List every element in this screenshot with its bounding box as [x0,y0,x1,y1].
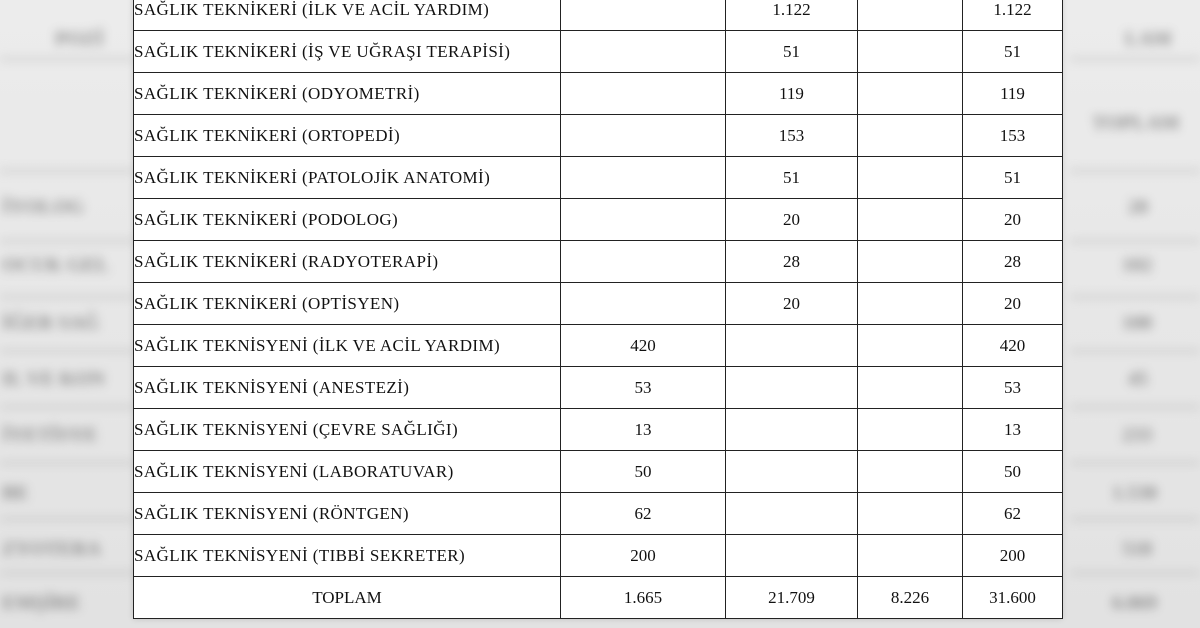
column-1-cell [561,157,726,199]
column-3-cell [858,0,963,31]
blurred-row-line [1070,518,1200,520]
blurred-text: TOPLAM [1092,112,1180,134]
total-cell: 51 [963,157,1063,199]
column-2-cell: 51 [726,31,858,73]
totals-column-2: 21.709 [726,577,858,619]
blurred-row-line [1070,58,1200,60]
column-1-cell: 62 [561,493,726,535]
column-3-cell [858,73,963,115]
blurred-row-line [1070,462,1200,464]
blurred-text: İYOLOG [2,196,85,218]
column-2-cell: 28 [726,241,858,283]
position-name-cell: SAĞLIK TEKNİSYENİ (İLK VE ACİL YARDIM) [134,325,561,367]
table-row [134,367,1063,409]
table-row [134,493,1063,535]
total-cell: 53 [963,367,1063,409]
blurred-text: 518 [1122,538,1152,560]
table-row [134,31,1063,73]
column-3-cell [858,451,963,493]
blurred-row-line [0,572,135,574]
position-name-cell: SAĞLIK TEKNİSYENİ (ANESTEZİ) [134,367,561,409]
table-row [134,0,1063,31]
blurred-row-line [0,240,135,242]
blurred-text: BE [2,482,29,504]
total-cell: 420 [963,325,1063,367]
blurred-row-line [0,296,135,298]
position-name-cell: SAĞLIK TEKNİKERİ (ODYOMETRİ) [134,73,561,115]
column-3-cell [858,367,963,409]
column-1-cell: 50 [561,451,726,493]
blurred-text: OCUK GEL [2,254,110,276]
column-2-cell: 51 [726,157,858,199]
column-2-cell [726,367,858,409]
totals-column-1: 1.665 [561,577,726,619]
column-3-cell [858,115,963,157]
blurred-text: 1.530 [1112,482,1157,504]
blurred-row-line [0,58,135,60]
blurred-row-line [0,406,135,408]
column-3-cell [858,325,963,367]
column-2-cell [726,535,858,577]
blurred-left-column [0,0,135,628]
table-row [134,409,1063,451]
table-row [134,73,1063,115]
blurred-row-line [1070,170,1200,172]
blurred-row-line [1070,406,1200,408]
position-name-cell: SAĞLIK TEKNİKERİ (PATOLOJİK ANATOMİ) [134,157,561,199]
column-3-cell [858,31,963,73]
column-2-cell: 119 [726,73,858,115]
blurred-text: ZYOTERA [2,538,101,560]
position-name-cell: SAĞLIK TEKNİKERİ (ORTOPEDİ) [134,115,561,157]
blurred-row-line [0,462,135,464]
table-row [134,199,1063,241]
blurred-text: EMŞİRE [2,592,81,614]
position-name-cell: SAĞLIK TEKNİSYENİ (LABORATUVAR) [134,451,561,493]
document-page [133,0,1062,619]
position-name-cell: SAĞLIK TEKNİKERİ (İŞ VE UĞRAŞI TERAPİSİ) [134,31,561,73]
position-name-cell: SAĞLIK TEKNİKERİ (İLK VE ACİL YARDIM) [134,0,561,31]
table-row [134,535,1063,577]
totals-column-3: 8.226 [858,577,963,619]
column-2-cell [726,325,858,367]
total-cell: 20 [963,199,1063,241]
blurred-text: IL VE KON [2,368,105,390]
column-3-cell [858,493,963,535]
blurred-row-line [0,170,135,172]
table-row [134,451,1063,493]
position-name-cell: SAĞLIK TEKNİKERİ (PODOLOG) [134,199,561,241]
column-1-cell [561,241,726,283]
total-cell: 50 [963,451,1063,493]
blurred-row-line [1070,350,1200,352]
column-2-cell [726,409,858,451]
totals-row [134,577,1063,619]
column-2-cell: 20 [726,199,858,241]
column-1-cell [561,73,726,115]
total-cell: 28 [963,241,1063,283]
column-1-cell [561,31,726,73]
blurred-row-line [1070,572,1200,574]
blurred-text: İĞER SAĞ [2,312,100,334]
total-cell: 13 [963,409,1063,451]
total-cell: 62 [963,493,1063,535]
column-1-cell: 53 [561,367,726,409]
position-name-cell: SAĞLIK TEKNİKERİ (RADYOTERAPİ) [134,241,561,283]
blurred-text: 28 [1128,196,1148,218]
column-3-cell [858,283,963,325]
total-cell: 1.122 [963,0,1063,31]
table-body [134,0,1063,619]
table-row [134,241,1063,283]
blurred-text: POZİ [55,28,104,50]
position-name-cell: SAĞLIK TEKNİSYENİ (TIBBİ SEKRETER) [134,535,561,577]
column-3-cell [858,199,963,241]
blurred-row-line [1070,240,1200,242]
position-name-cell: SAĞLIK TEKNİKERİ (OPTİSYEN) [134,283,561,325]
blurred-text: 102 [1122,254,1152,276]
blurred-row-line [0,350,135,352]
table-row [134,157,1063,199]
total-cell: 200 [963,535,1063,577]
totals-label: TOPLAM [134,577,561,619]
table-row [134,115,1063,157]
total-cell: 51 [963,31,1063,73]
position-name-cell: SAĞLIK TEKNİSYENİ (ÇEVRE SAĞLIĞI) [134,409,561,451]
totals-grand-total: 31.600 [963,577,1063,619]
blurred-text: 6.069 [1112,592,1157,614]
blurred-text: 45 [1128,368,1148,390]
column-3-cell [858,535,963,577]
blurred-row-line [0,518,135,520]
column-2-cell: 153 [726,115,858,157]
total-cell: 20 [963,283,1063,325]
column-2-cell [726,493,858,535]
column-3-cell [858,409,963,451]
column-1-cell [561,0,726,31]
column-1-cell: 200 [561,535,726,577]
blurred-text: LAM [1125,28,1172,50]
table-row [134,325,1063,367]
column-2-cell: 1.122 [726,0,858,31]
column-1-cell: 13 [561,409,726,451]
column-2-cell: 20 [726,283,858,325]
column-1-cell [561,199,726,241]
column-3-cell [858,241,963,283]
column-1-cell: 420 [561,325,726,367]
column-3-cell [858,157,963,199]
total-cell: 153 [963,115,1063,157]
position-name-cell: SAĞLIK TEKNİSYENİ (RÖNTGEN) [134,493,561,535]
staff-allocation-table [133,0,1063,619]
blurred-right-column [1070,0,1200,628]
blurred-text: 233 [1122,424,1152,446]
total-cell: 119 [963,73,1063,115]
blurred-text: 100 [1122,312,1152,334]
blurred-row-line [1070,296,1200,298]
column-2-cell [726,451,858,493]
column-1-cell [561,283,726,325]
table-row [134,283,1063,325]
column-1-cell [561,115,726,157]
blurred-text: İYETİSYE [2,424,98,446]
